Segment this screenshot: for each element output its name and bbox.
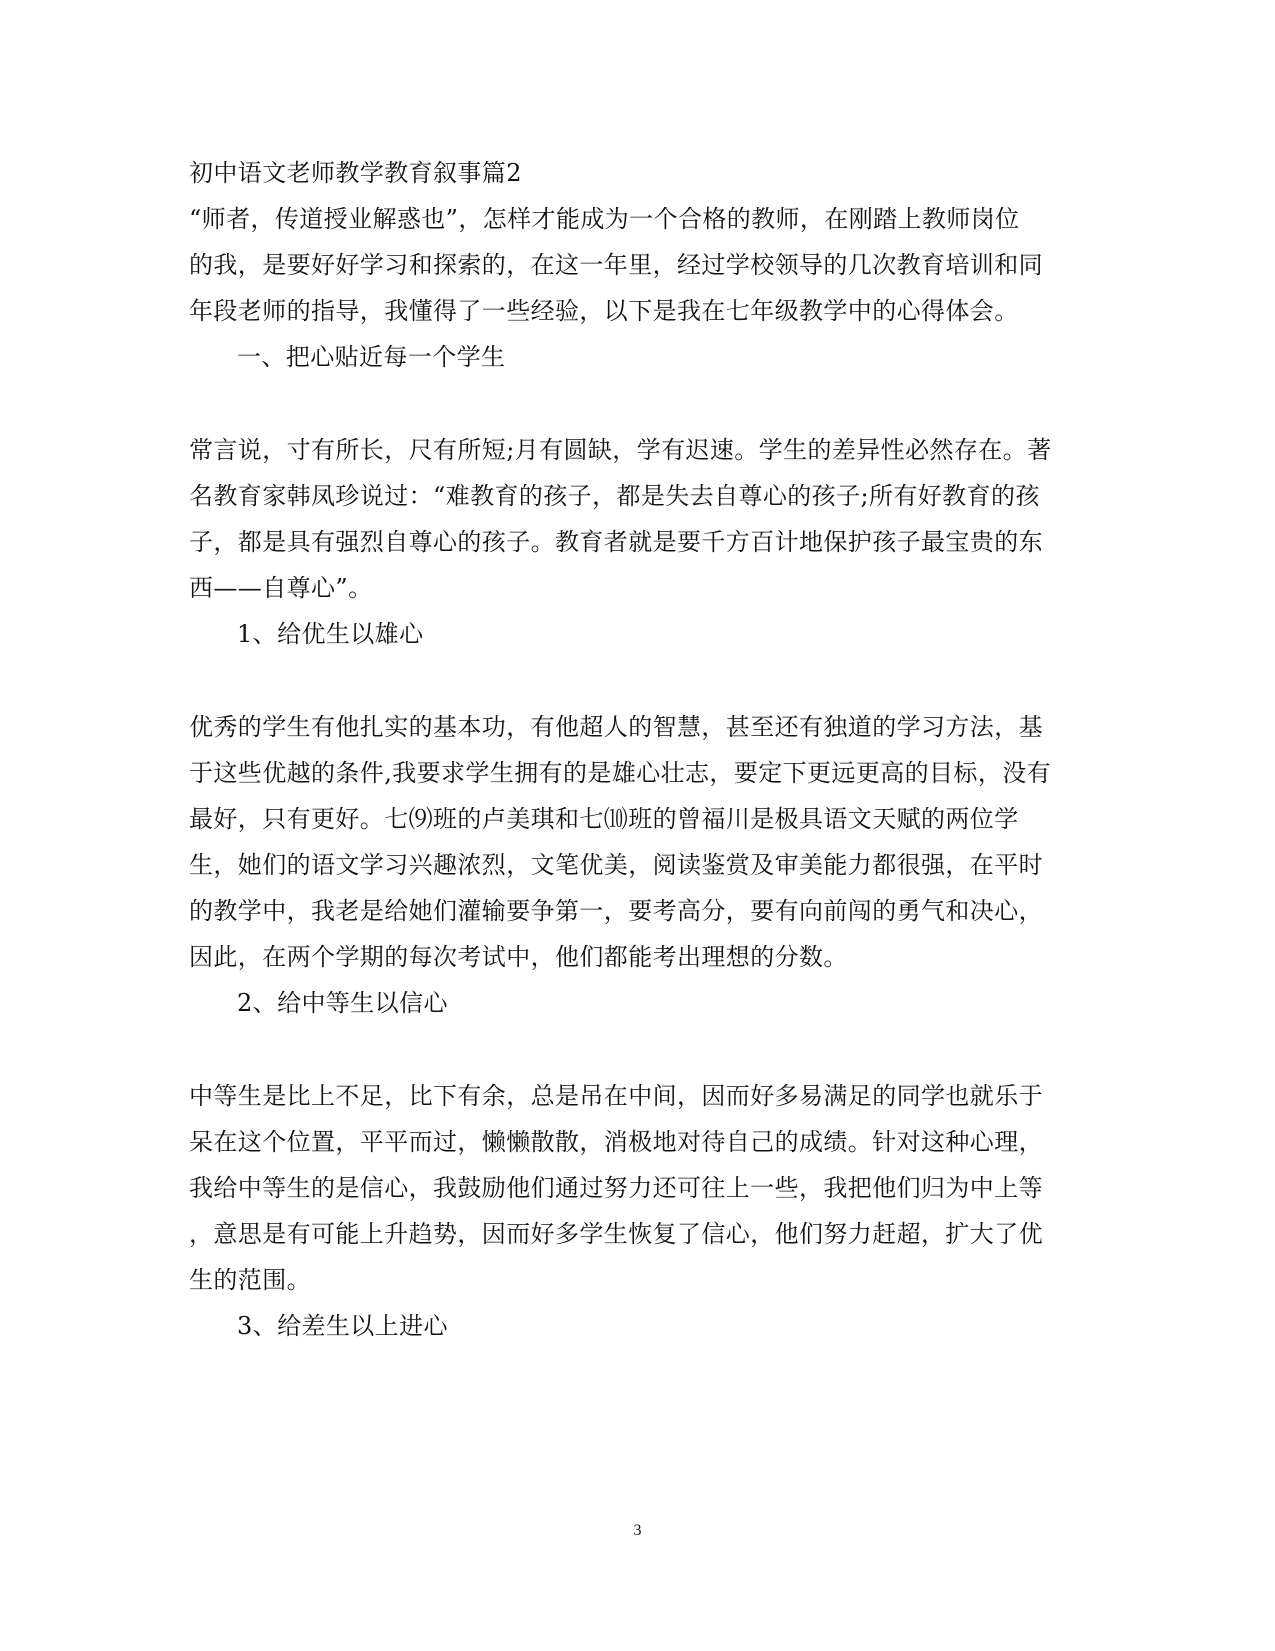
- paragraph-line: 优秀的学生有他扎实的基本功，有他超人的智慧，甚至还有独道的学习方法，基: [189, 713, 1043, 741]
- paragraph-line: “师者，传道授业解惑也”，怎样才能成为一个合格的教师，在刚踏上教师岗位: [189, 205, 1020, 233]
- paragraph-line: 生，她们的语文学习兴趣浓烈，文笔优美，阅读鉴赏及审美能力都很强，在平时: [189, 851, 1043, 879]
- paragraph-line: 于这些优越的条件,我要求学生拥有的是雄心壮志，要定下更远更高的目标，没有: [189, 759, 1052, 787]
- paragraph-line: 呆在这个位置，平平而过，懒懒散散，消极地对待自己的成绩。针对这种心理，: [189, 1128, 1043, 1156]
- paragraph-line: 的我，是要好好学习和探索的，在这一年里，经过学校领导的几次教育培训和同: [189, 251, 1043, 279]
- paragraph-line: 名教育家韩凤珍说过：“难教育的孩子，都是失去自尊心的孩子;所有好教育的孩: [189, 482, 1040, 510]
- paragraph-line: 西——自尊心”。: [189, 574, 373, 602]
- subsection-heading: 3、给差生以上进心: [237, 1312, 448, 1340]
- section-heading: 一、把心贴近每一个学生: [237, 343, 506, 371]
- paragraph-line: 年段老师的指导，我懂得了一些经验，以下是我在七年级教学中的心得体会。: [189, 297, 1019, 325]
- paragraph-line: 我给中等生的是信心，我鼓励他们通过努力还可往上一些，我把他们归为中上等: [189, 1174, 1043, 1202]
- paragraph-line: 的教学中，我老是给她们灌输要争第一，要考高分，要有向前闯的勇气和决心，: [189, 897, 1043, 925]
- subsection-heading: 2、给中等生以信心: [237, 989, 448, 1017]
- paragraph-line: 最好，只有更好。七⑼班的卢美琪和七⑽班的曾福川是极具语文天赋的两位学: [189, 805, 1019, 833]
- page-number: 3: [633, 1522, 642, 1539]
- paragraph-line: 中等生是比上不足，比下有余，总是吊在中间，因而好多易满足的同学也就乐于: [189, 1082, 1043, 1110]
- subsection-heading: 1、给优生以雄心: [237, 620, 424, 648]
- paragraph-line: 生的范围。: [189, 1266, 311, 1294]
- document-title: 初中语文老师教学教育叙事篇2: [189, 159, 522, 187]
- paragraph-line: 常言说，寸有所长，尺有所短;月有圆缺，学有迟速。学生的差异性必然存在。著: [189, 436, 1052, 464]
- paragraph-line: ，意思是有可能上升趋势，因而好多学生恢复了信心，他们努力赶超，扩大了优: [189, 1220, 1043, 1248]
- paragraph-line: 因此，在两个学期的每次考试中，他们都能考出理想的分数。: [189, 943, 848, 971]
- paragraph-line: 子，都是具有强烈自尊心的孩子。教育者就是要千方百计地保护孩子最宝贵的东: [189, 528, 1043, 556]
